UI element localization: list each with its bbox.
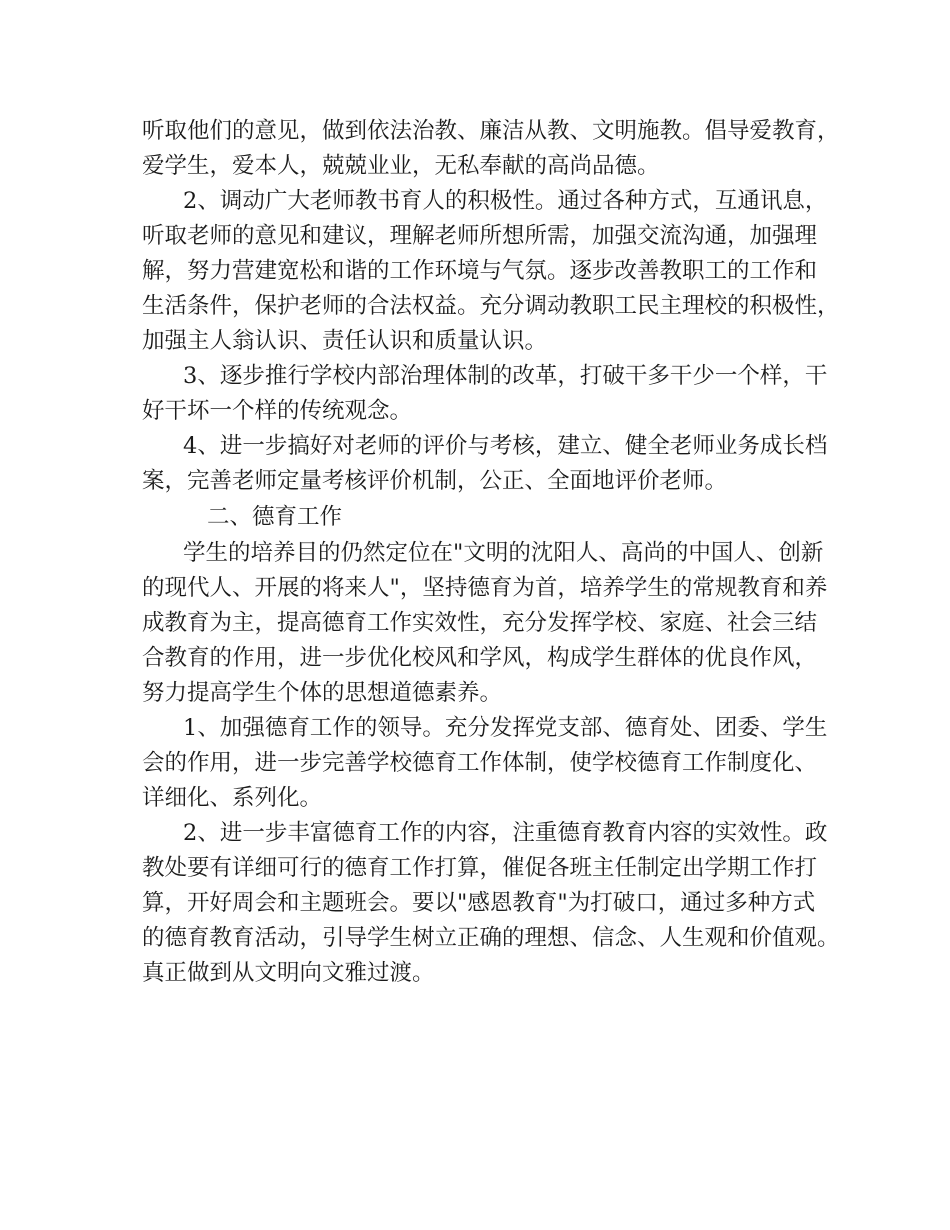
- text-line: 教处要有详细可行的德育工作打算，催促各班主任制定出学期工作打: [142, 855, 818, 881]
- text-line: 成教育为主，提高德育工作实效性，充分发挥学校、家庭、社会三结: [142, 610, 818, 636]
- text-line: 真正做到从文明向文雅过渡。: [142, 960, 435, 986]
- text-line: 1、加强德育工作的领导。充分发挥党支部、德育处、团委、学生: [183, 715, 828, 741]
- text-line: 详细化、系列化。: [142, 785, 323, 811]
- text-line: 努力提高学生个体的思想道德素养。: [142, 680, 503, 706]
- text-line: 听取老师的意见和建议，理解老师所想所需，加强交流沟通，加强理: [142, 223, 818, 249]
- section-heading: 二、德育工作: [207, 504, 343, 530]
- text-line: 3、逐步推行学校内部治理体制的改革，打破干多干少一个样，干: [183, 363, 828, 389]
- text-line: 学生的培养目的仍然定位在"文明的沈阳人、高尚的中国人、创新: [183, 540, 824, 566]
- text-line: 2、进一步丰富德育工作的内容，注重德育教育内容的实效性。政: [183, 820, 828, 846]
- text-line: 听取他们的意见，做到依法治教、廉洁从教、文明施教。倡导爱教育，: [142, 118, 840, 144]
- text-line: 案，完善老师定量考核评价机制，公正、全面地评价老师。: [142, 468, 728, 494]
- text-line: 加强主人翁认识、责任认识和质量认识。: [142, 328, 548, 354]
- text-line: 生活条件，保护老师的合法权益。充分调动教职工民主理校的积极性，: [142, 293, 840, 319]
- text-line: 会的作用，进一步完善学校德育工作体制，使学校德育工作制度化、: [142, 750, 818, 776]
- text-line: 2、调动广大老师教书育人的积极性。通过各种方式，互通讯息，: [183, 188, 828, 214]
- text-line: 算，开好周会和主题班会。要以"感恩教育"为打破口，通过多种方式: [142, 890, 816, 916]
- text-line: 好干坏一个样的传统观念。: [142, 398, 413, 424]
- text-line: 的德育教育活动，引导学生树立正确的理想、信念、人生观和价值观。: [142, 925, 840, 951]
- text-line: 4、进一步搞好对老师的评价与考核，建立、健全老师业务成长档: [183, 433, 828, 459]
- text-line: 合教育的作用，进一步优化校风和学风，构成学生群体的优良作风，: [142, 645, 818, 671]
- text-line: 爱学生，爱本人，兢兢业业，无私奉献的高尚品德。: [142, 153, 660, 179]
- text-line: 的现代人、开展的将来人"，坚持德育为首，培养学生的常规教育和养: [142, 575, 828, 601]
- text-line: 解，努力营建宽松和谐的工作环境与气氛。逐步改善教职工的工作和: [142, 258, 818, 284]
